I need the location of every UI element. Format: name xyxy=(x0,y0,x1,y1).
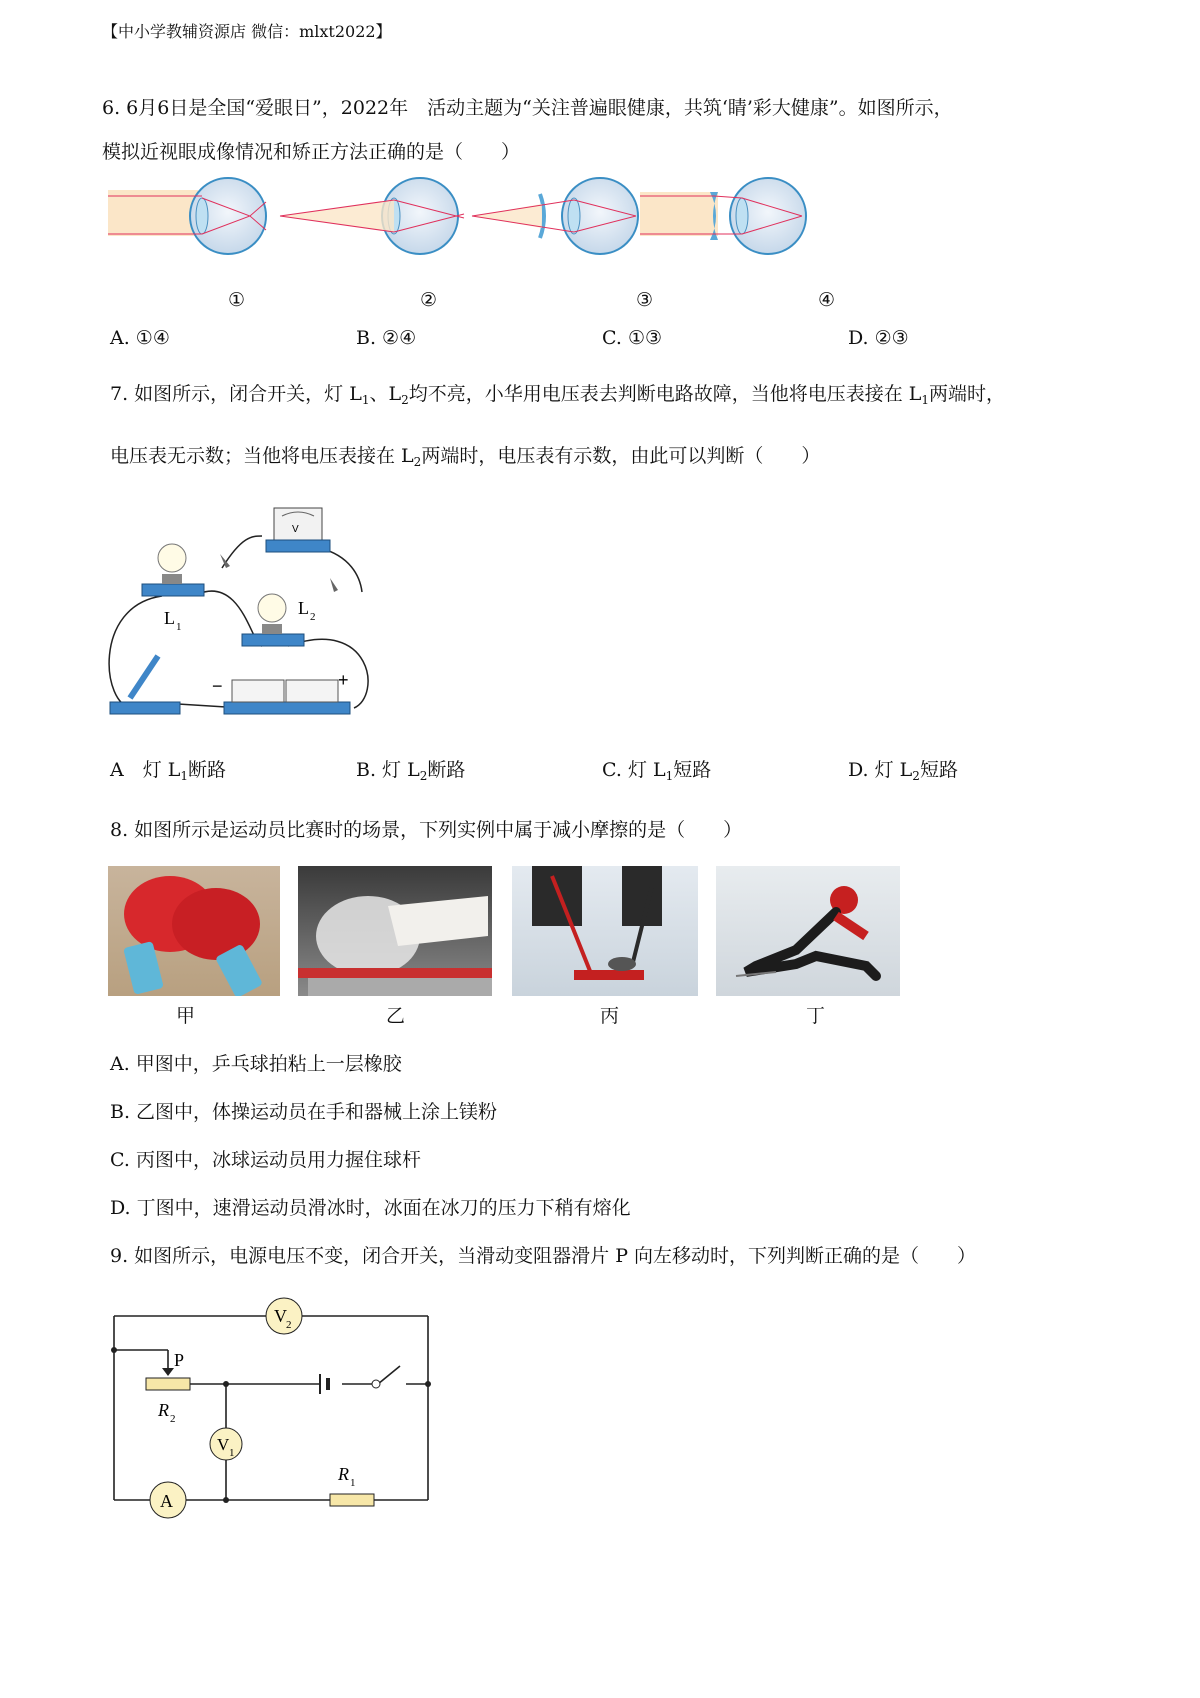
q6-option-b: B. ②④ xyxy=(356,327,417,349)
q7-stem-line2: 电压表无示数；当他将电压表接在 $L_2$两端时，电压表有示数，由此可以判断（ ） xyxy=(110,445,821,469)
r2-subscript: 2 xyxy=(170,1413,176,1425)
q7-option-b: B. 灯 $L_2$断路 xyxy=(356,759,466,783)
q8-option-d: D. 丁图中，速滑运动员滑冰时，冰面在冰刀的压力下稍有熔化 xyxy=(110,1197,631,1219)
photo-gymnast-chalk xyxy=(298,866,492,996)
lamp-l2-label: L xyxy=(298,598,309,618)
wire xyxy=(222,536,262,568)
photo-ping-pong-paddles xyxy=(108,866,280,996)
v2-subscript: 2 xyxy=(286,1319,292,1331)
slider-arrow-icon xyxy=(162,1368,174,1376)
q6-fig-label-3: ③ xyxy=(636,289,654,311)
q6-fig-label-2: ② xyxy=(420,289,438,311)
q7-circuit-diagram xyxy=(102,496,402,736)
q6-option-a: A. ①④ xyxy=(110,327,170,349)
q7-option-c: C. 灯 $L_1$短路 xyxy=(602,759,712,783)
ammeter-label: A xyxy=(160,1491,173,1511)
switch xyxy=(110,656,180,714)
lamp-l2 xyxy=(242,594,316,646)
q6-option-c: C. ①③ xyxy=(602,327,663,349)
battery-plus: + xyxy=(338,670,349,690)
photo-label-ding: 丁 xyxy=(806,1005,826,1027)
q9-stem: 9. 如图所示，电源电压不变，闭合开关，当滑动变阻器滑片 P 向左移动时，下列判断正确的是（ ） xyxy=(110,1245,977,1267)
v1-label: V xyxy=(217,1435,230,1454)
r1-label: R xyxy=(338,1464,349,1484)
alligator-clip xyxy=(220,554,230,568)
photo-speed-skater xyxy=(716,866,900,996)
q7-option-a: A 灯 $L_1$断路 xyxy=(110,759,227,783)
q6-fig-label-4: ④ xyxy=(818,289,836,311)
eye-diagram-3 xyxy=(472,178,638,254)
q6-stem-line2: 模拟近视眼成像情况和矫正方法正确的是（ ） xyxy=(102,141,521,163)
q8-option-a: A. 甲图中，乒乓球拍粘上一层橡胶 xyxy=(110,1053,402,1075)
wire xyxy=(320,548,362,592)
q6-fig-label-1: ① xyxy=(228,289,246,311)
resistor-r1 xyxy=(330,1494,374,1506)
eye-diagram-1 xyxy=(108,178,266,254)
slider-p-label: P xyxy=(174,1350,185,1370)
v2-label: V xyxy=(274,1306,287,1326)
eye-diagram-2 xyxy=(280,178,464,254)
voltmeter-label: V xyxy=(292,524,299,535)
q9-circuit-diagram xyxy=(102,1288,442,1524)
photo-label-yi: 乙 xyxy=(386,1005,406,1027)
voltmeter xyxy=(266,508,330,552)
battery-minus: − xyxy=(212,676,223,696)
r1-subscript: 1 xyxy=(350,1477,356,1489)
resistor-r2 xyxy=(146,1378,190,1390)
q7-stem-line1: 7. 如图所示，闭合开关，灯 $L_1$、$L_2$均不亮，小华用电压表去判断电路故障，当他将电压表接在 $L_1$两端时， xyxy=(110,383,1006,407)
lamp-l2-subscript: 2 xyxy=(310,611,316,623)
q7-option-d: D. 灯 $L_2$短路 xyxy=(848,759,958,783)
header-watermark: 【中小学教辅资源店 微信：mlxt2022】 xyxy=(102,22,392,41)
r2-label: R xyxy=(158,1400,169,1420)
q8-stem: 8. 如图所示是运动员比赛时的场景，下列实例中属于减小摩擦的是（ ） xyxy=(110,819,743,841)
photo-curling xyxy=(512,866,698,996)
eye-diagram-4 xyxy=(640,178,806,254)
switch-pivot xyxy=(372,1380,380,1388)
lamp-l1-subscript: 1 xyxy=(176,621,182,633)
photo-label-jia: 甲 xyxy=(176,1005,196,1027)
q8-option-c: C. 丙图中，冰球运动员用力握住球杆 xyxy=(110,1149,421,1171)
q6-eye-diagrams xyxy=(102,168,822,298)
alligator-clip xyxy=(330,578,338,592)
photo-label-bing: 丙 xyxy=(600,1005,620,1027)
battery-pack xyxy=(212,670,350,714)
q8-option-b: B. 乙图中，体操运动员在手和器械上涂上镁粉 xyxy=(110,1101,498,1123)
q6-option-d: D. ②③ xyxy=(848,327,909,349)
q6-stem-line1: 6. 6月6日是全国“爱眼日”，2022年 活动主题为“关注普遍眼健康，共筑‘睛’彩大健康”。如图所示， xyxy=(102,97,953,119)
lamp-l1 xyxy=(142,544,204,633)
lamp-l1-label: L xyxy=(164,608,175,628)
v1-subscript: 1 xyxy=(229,1447,235,1459)
